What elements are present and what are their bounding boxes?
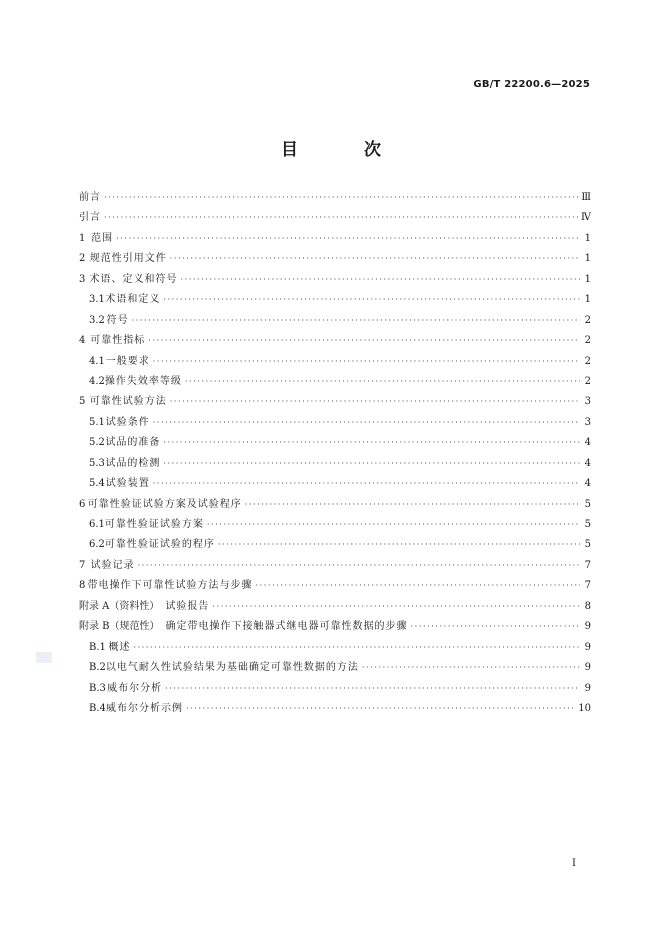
toc-entry-page: 9 bbox=[584, 641, 591, 653]
toc-entry[interactable] bbox=[79, 576, 591, 596]
toc-entry-page: 5 bbox=[584, 498, 591, 510]
toc-entry-page: 4 bbox=[584, 478, 591, 490]
toc-entry-number: 4.2 bbox=[89, 375, 105, 387]
standard-code: GB/T 22200.6—2025 bbox=[473, 79, 590, 90]
toc-entry-title: 可靠性验证试验方案及试验程序 bbox=[87, 498, 242, 510]
toc-entry[interactable] bbox=[79, 311, 591, 331]
toc-leader-dots bbox=[411, 617, 580, 637]
toc-entry-page: 3 bbox=[584, 416, 591, 428]
toc-leader-dots bbox=[153, 413, 580, 433]
toc-entry-page: 1 bbox=[584, 253, 591, 265]
toc-entry-page: 9 bbox=[584, 621, 591, 633]
toc-entry-number: 5.3 bbox=[89, 457, 105, 469]
toc-entry-number: 3.1 bbox=[89, 294, 105, 306]
toc-entry-number: 3.2 bbox=[89, 314, 105, 326]
toc-entry-number: 5.4 bbox=[89, 478, 105, 490]
toc-entry[interactable] bbox=[79, 229, 591, 249]
toc-leader-dots bbox=[207, 515, 580, 535]
toc-entry-number: 2 bbox=[79, 253, 86, 265]
toc-entry[interactable] bbox=[79, 474, 591, 494]
toc-entry-title: 确定带电操作下接触器式继电器可靠性数据的步骤 bbox=[165, 621, 408, 633]
toc-entry[interactable] bbox=[79, 413, 591, 433]
toc-leader-dots bbox=[132, 311, 580, 331]
toc-entry[interactable] bbox=[79, 249, 591, 269]
toc-entry-page: 2 bbox=[584, 375, 591, 387]
toc-entry-page: 1 bbox=[584, 273, 591, 285]
toc-entry-number: 6 bbox=[79, 498, 86, 510]
toc-entry-number: 6.2 bbox=[89, 539, 105, 551]
toc-entry[interactable] bbox=[79, 372, 591, 392]
toc-entry-title: 引言 bbox=[79, 212, 101, 224]
toc-entry-number: 4 bbox=[79, 335, 86, 347]
toc-entry[interactable] bbox=[79, 392, 591, 412]
toc-entry-page: 3 bbox=[584, 396, 591, 408]
toc-entry-title: 试品的准备 bbox=[105, 437, 161, 449]
toc-entry-title: 可靠性验证试验方案 bbox=[104, 519, 204, 530]
toc-leader-dots bbox=[165, 679, 580, 699]
toc-entry-page: 4 bbox=[584, 437, 591, 449]
toc-entry-page: 9 bbox=[584, 682, 591, 694]
toc-entry[interactable] bbox=[79, 433, 591, 453]
toc-entry-number: 5.2 bbox=[89, 437, 105, 449]
toc-leader-dots bbox=[186, 699, 575, 719]
toc-entry-number: 附录 A（资料性） bbox=[79, 600, 160, 612]
toc-leader-dots bbox=[218, 535, 580, 555]
toc-leader-dots bbox=[116, 229, 580, 249]
toc-entry[interactable] bbox=[79, 515, 591, 535]
toc-entry-number: B.1 bbox=[89, 641, 106, 653]
toc-entry-title: 可靠性试验方法 bbox=[89, 396, 167, 408]
toc-leader-dots bbox=[245, 495, 580, 515]
toc-entry[interactable] bbox=[79, 208, 591, 228]
toc-entry-page: 5 bbox=[584, 539, 591, 551]
toc-leader-dots bbox=[170, 392, 580, 412]
toc-entry[interactable] bbox=[79, 188, 591, 208]
toc-entry-number: 4.1 bbox=[89, 355, 105, 367]
toc-entry[interactable] bbox=[79, 658, 591, 678]
toc-entry-number: B.3 bbox=[89, 682, 106, 694]
toc-leader-dots bbox=[256, 576, 581, 596]
toc-leader-dots bbox=[212, 597, 580, 617]
toc-leader-dots bbox=[104, 208, 578, 228]
toc-entry-number: 3 bbox=[79, 273, 86, 285]
toc-entry-title: 一般要求 bbox=[105, 355, 150, 367]
toc-entry-page: 10 bbox=[578, 702, 591, 714]
toc-entry-number: B.2 bbox=[89, 662, 106, 674]
toc-entry[interactable] bbox=[79, 535, 591, 555]
toc-entry-title: 操作失效率等级 bbox=[104, 375, 182, 387]
toc-entry-page: 1 bbox=[584, 294, 591, 306]
toc-entry-page: 2 bbox=[584, 335, 591, 347]
toc-entry[interactable] bbox=[79, 617, 591, 637]
toc-entry-title: 试验报告 bbox=[165, 600, 210, 612]
toc-entry-page: 9 bbox=[584, 662, 591, 674]
toc-leader-dots bbox=[163, 433, 580, 453]
toc-entry-title: 术语和定义 bbox=[105, 294, 161, 306]
toc-entry[interactable] bbox=[79, 556, 591, 576]
margin-mark bbox=[36, 652, 52, 663]
toc-leader-dots bbox=[153, 474, 580, 494]
toc-entry[interactable] bbox=[79, 699, 591, 719]
table-of-contents bbox=[79, 188, 591, 719]
toc-entry-page: 4 bbox=[584, 457, 591, 469]
toc-entry-page: Ⅳ bbox=[581, 212, 591, 224]
toc-entry-title: 前言 bbox=[79, 192, 101, 203]
toc-entry[interactable] bbox=[79, 270, 591, 290]
toc-entry-number: 8 bbox=[79, 580, 86, 592]
toc-entry-title: 范围 bbox=[91, 232, 114, 244]
toc-leader-dots bbox=[133, 638, 580, 658]
toc-leader-dots bbox=[163, 290, 580, 310]
toc-entry[interactable] bbox=[79, 352, 591, 372]
toc-entry-title: 概述 bbox=[108, 641, 131, 653]
toc-entry-page: 8 bbox=[584, 600, 591, 612]
toc-entry-title: 威布尔分析示例 bbox=[105, 702, 183, 714]
toc-entry[interactable] bbox=[79, 331, 591, 351]
toc-leader-dots bbox=[148, 331, 580, 351]
toc-leader-dots bbox=[180, 270, 580, 290]
toc-entry-page: 1 bbox=[584, 232, 591, 244]
toc-entry[interactable] bbox=[79, 290, 591, 310]
toc-entry-page: Ⅲ bbox=[581, 192, 591, 203]
toc-entry-page: 7 bbox=[584, 580, 591, 592]
toc-entry-number: 5.1 bbox=[89, 416, 105, 428]
toc-entry-title: 以电气耐久性试验结果为基础确定可靠性数据的方法 bbox=[105, 662, 359, 674]
toc-entry-title: 试验条件 bbox=[105, 416, 150, 428]
page-title: 目 次 bbox=[281, 140, 411, 160]
toc-entry-title: 试验装置 bbox=[105, 478, 150, 490]
toc-leader-dots bbox=[185, 372, 580, 392]
toc-entry[interactable] bbox=[79, 454, 591, 474]
toc-entry-page: 5 bbox=[584, 519, 591, 530]
toc-leader-dots bbox=[104, 188, 578, 208]
toc-entry-number: 6.1 bbox=[89, 519, 105, 530]
toc-leader-dots bbox=[153, 352, 580, 372]
toc-entry-title: 符号 bbox=[106, 314, 129, 326]
toc-entry-title: 可靠性验证试验的程序 bbox=[104, 539, 215, 551]
toc-leader-dots bbox=[362, 658, 580, 678]
toc-leader-dots bbox=[170, 249, 580, 269]
toc-entry-page: 2 bbox=[584, 314, 591, 326]
toc-entry-page: 7 bbox=[584, 559, 591, 571]
toc-entry-title: 带电操作下可靠性试验方法与步骤 bbox=[87, 580, 253, 592]
toc-entry[interactable] bbox=[79, 495, 591, 515]
toc-entry-title: 威布尔分析 bbox=[107, 682, 163, 694]
toc-entry-number: B.4 bbox=[89, 702, 106, 714]
toc-entry-page: 2 bbox=[584, 355, 591, 367]
page-number: I bbox=[572, 858, 576, 869]
toc-entry-number: 5 bbox=[79, 396, 86, 408]
toc-entry-number: 7 bbox=[79, 559, 86, 571]
toc-entry[interactable] bbox=[79, 679, 591, 699]
toc-entry[interactable] bbox=[79, 597, 591, 617]
toc-leader-dots bbox=[163, 454, 580, 474]
toc-entry-title: 试验记录 bbox=[90, 559, 135, 571]
toc-entry-number: 1 bbox=[79, 232, 86, 244]
toc-entry-title: 术语、定义和符号 bbox=[89, 273, 178, 285]
toc-entry-title: 规范性引用文件 bbox=[89, 253, 167, 265]
toc-entry[interactable] bbox=[79, 638, 591, 658]
toc-entry-number: 附录 B（规范性） bbox=[79, 621, 160, 633]
toc-entry-title: 试品的检测 bbox=[105, 457, 161, 469]
toc-leader-dots bbox=[138, 556, 580, 576]
toc-entry-title: 可靠性指标 bbox=[90, 335, 146, 347]
